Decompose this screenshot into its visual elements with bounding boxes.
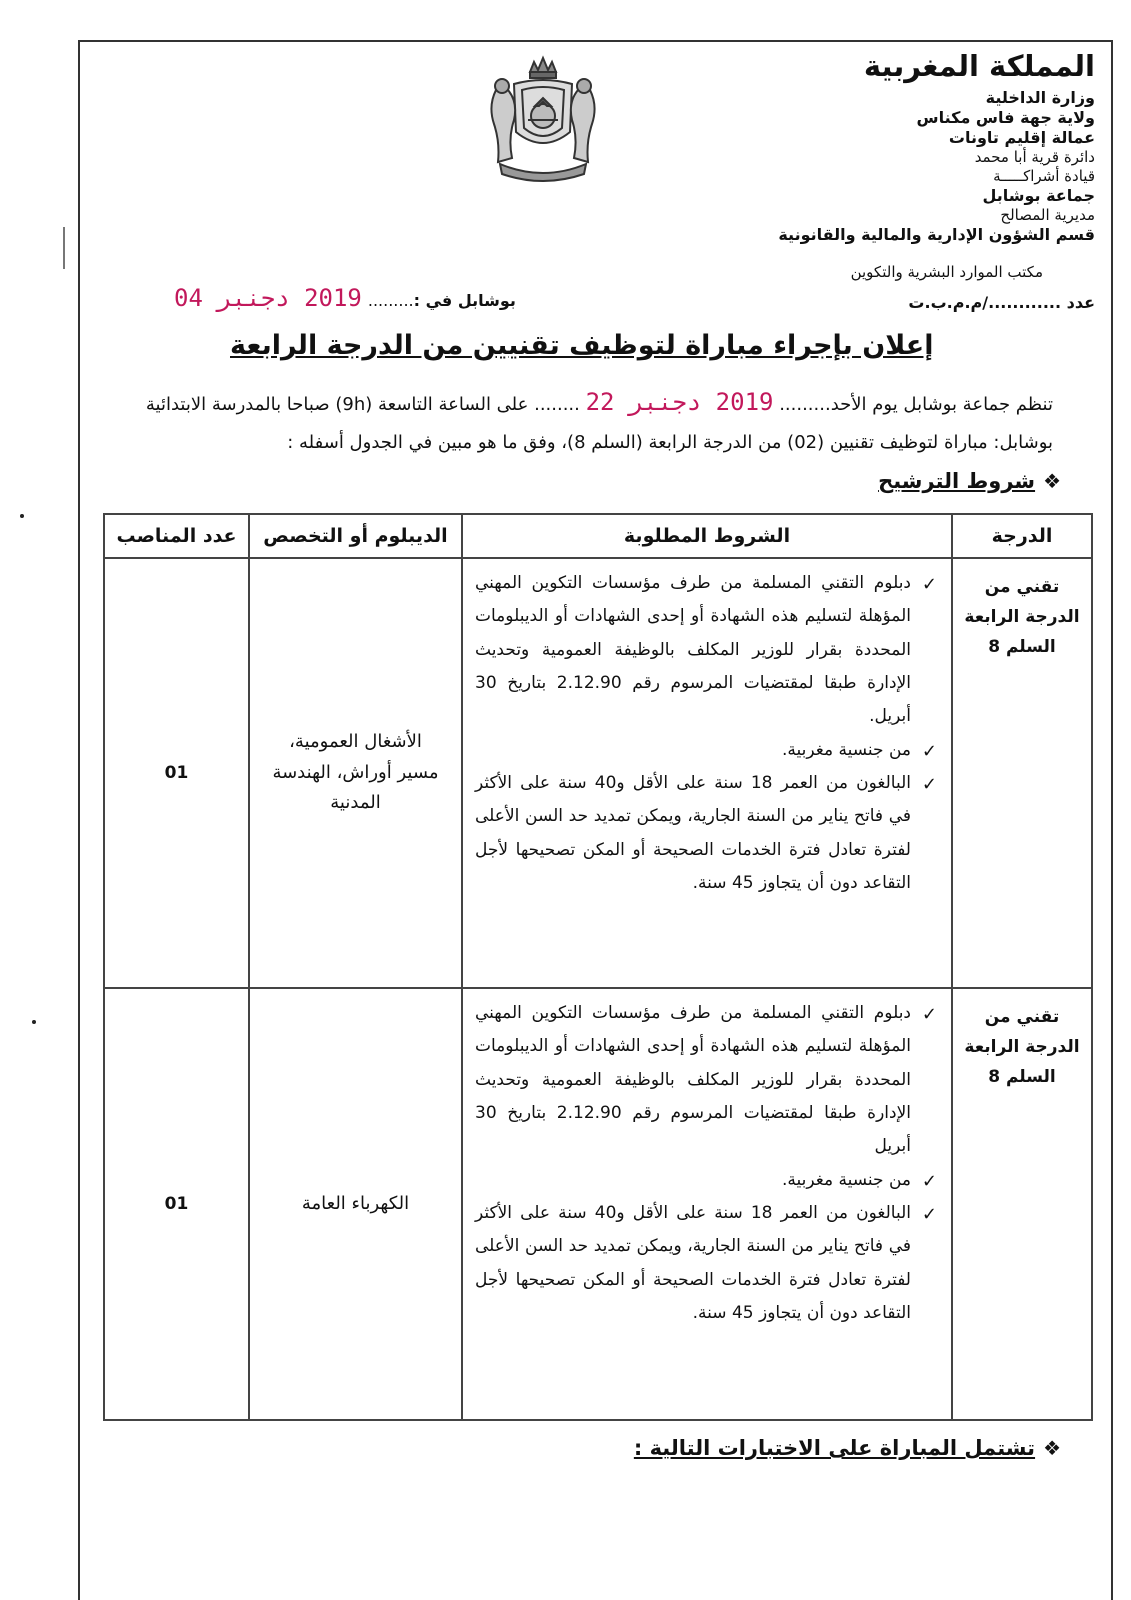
requirement-text: من جنسية مغربية. (782, 1169, 911, 1190)
region: ولاية جهة فاس مكناس (916, 108, 1095, 128)
header-positions: عدد المناصب (104, 514, 249, 558)
checkmark-icon: ✓ (921, 1004, 937, 1025)
date-dots: ......... (367, 291, 414, 310)
intro-line-1 (93, 386, 1053, 420)
date-line (168, 284, 516, 312)
announcement-title: إعلان بإجراء مباراة لتوظيف تقنيين من الدرجة الرابعة (230, 330, 934, 361)
directorate: مديرية المصالح (1000, 205, 1095, 224)
requirement-text: البالغون من العمر 18 سنة على الأقل و40 سنة على الأكثر في فاتح يناير من السنة الجارية، ويمكن تمديد حد السن الأعلى لفترة تعادل فترة الخدمات الصحيحة أو المكن تصحيحها لأجل التقاعد دون أن يتجاوز 45 سنة. (475, 772, 911, 893)
commune: جماعة بوشابل (982, 185, 1095, 205)
diamond-bullet-icon: ❖ (1043, 1436, 1061, 1460)
requirement-item (475, 734, 937, 767)
grade-line: السلم 8 (988, 636, 1056, 657)
section-title: شروط الترشيح (878, 469, 1036, 493)
requirements-cell (462, 558, 952, 988)
office-name: مكتب الموارد البشرية والتكوين (850, 263, 1043, 281)
caidat: قيادة أشراكـــــة (993, 167, 1095, 185)
exam-date-stamp: 2019 دجنبر 22 (585, 388, 774, 416)
specialty-cell (249, 558, 462, 988)
header-diploma: الديبلوم أو التخصص (249, 514, 462, 558)
specialty-line: المدنية (330, 792, 381, 814)
scan-dot (20, 514, 24, 518)
margin-mark (63, 227, 65, 269)
table-row (104, 988, 1092, 1420)
district: دائرة قرية أبا محمد (974, 148, 1095, 167)
checkmark-icon: ✓ (921, 1170, 937, 1192)
date-stamp: 2019 دجنبر 04 (174, 284, 362, 312)
intro-text-b: ........ على الساعة التاسعة (9h) صباحا بالمدرسة الابتدائية (145, 394, 580, 415)
requirements-cell (462, 988, 952, 1420)
letterhead (765, 48, 1095, 245)
ministry: وزارة الداخلية (985, 88, 1095, 108)
grade-cell (952, 988, 1092, 1420)
grade-line: تقني من (984, 1007, 1060, 1027)
province: عمالة إقليم تاونات (948, 128, 1095, 148)
specialty-cell (249, 988, 462, 1420)
checkmark-icon: ✓ (921, 740, 937, 762)
positions-count: 01 (104, 558, 249, 988)
requirement-text: دبلوم التقني المسلمة من طرف مؤسسات التكوين المهني المؤهلة لتسليم هذه الشهادة أو إحدى الشهادات أو الديبلومات المحددة بقرار للوزير المكلف بالوظيفة العمومية وتحديث الإدارة طبقا لمقتضيات المرسوم رقم 2.12.90 بتاريخ 30 أبريل (475, 1003, 911, 1157)
date-label: بوشابل في : (413, 291, 516, 310)
requirement-item (475, 1197, 937, 1330)
requirement-item (475, 997, 937, 1164)
kingdom-name: المملكة المغربية (863, 49, 1095, 83)
grade-line: الدرجة الرابعة (964, 606, 1080, 627)
grade-cell (952, 558, 1092, 988)
header-conditions: الشروط المطلوبة (462, 514, 952, 558)
table-header-row (104, 514, 1092, 558)
grade-line: تقني من (984, 577, 1060, 597)
diamond-bullet-icon: ❖ (1043, 469, 1061, 493)
requirement-item (475, 1164, 937, 1197)
grade-line: الدرجة الرابعة (964, 1036, 1080, 1057)
checkmark-icon: ✓ (921, 773, 937, 795)
checkmark-icon: ✓ (921, 1203, 937, 1225)
checkmark-icon: ✓ (921, 574, 937, 595)
specialty-line: الكهرباء العامة (301, 1192, 410, 1214)
table-row (104, 558, 1092, 988)
header-grade: الدرجة (952, 514, 1092, 558)
requirement-text: البالغون من العمر 18 سنة على الأقل و40 سنة على الأكثر في فاتح يناير من السنة الجارية، ويمكن تمديد حد السن الأعلى لفترة تعادل فترة الخدمات الصحيحة أو المكن تصحيحها لأجل التقاعد دون أن يتجاوز 45 سنة. (475, 1202, 911, 1323)
department: قسم الشؤون الإدارية والمالية والقانونية (778, 224, 1095, 244)
specialty-line: مسير أوراش، الهندسة (272, 761, 439, 783)
requirement-item (475, 767, 937, 900)
requirement-text: دبلوم التقني المسلمة من طرف مؤسسات التكوين المهني المؤهلة لتسليم هذه الشهادة أو إحدى الشهادات أو الديبلومات المحددة بقرار للوزير المكلف بالوظيفة العمومية وتحديث الإدارة طبقا لمقتضيات المرسوم رقم 2.12.90 بتاريخ 30 أبريل. (475, 573, 911, 727)
moroccan-coat-of-arms-icon (478, 50, 608, 182)
requirement-text: من جنسية مغربية. (782, 739, 911, 760)
intro-text-a: تنظم جماعة بوشابل يوم الأحد......... (779, 394, 1053, 415)
positions-count: 01 (104, 988, 249, 1420)
conditions-table (103, 513, 1093, 1421)
requirement-item (475, 567, 937, 734)
intro-line-2: بوشابل: مباراة لتوظيف تقنيين (02) من الدرجة الرابعة (السلم 8)، وفق ما هو مبين في الجدول أسفله : (287, 432, 1053, 453)
section-conditions-heading (878, 469, 1061, 493)
grade-line: السلم 8 (988, 1066, 1056, 1087)
specialty-line: الأشغال العمومية، (289, 731, 422, 753)
section-title: تشتمل المباراة على الاختبارات التالية : (633, 1436, 1036, 1460)
scan-dot (32, 1020, 36, 1024)
reference-number: عدد ............/م.م.ب.ت (908, 293, 1095, 312)
section-exams-heading (634, 1436, 1061, 1460)
